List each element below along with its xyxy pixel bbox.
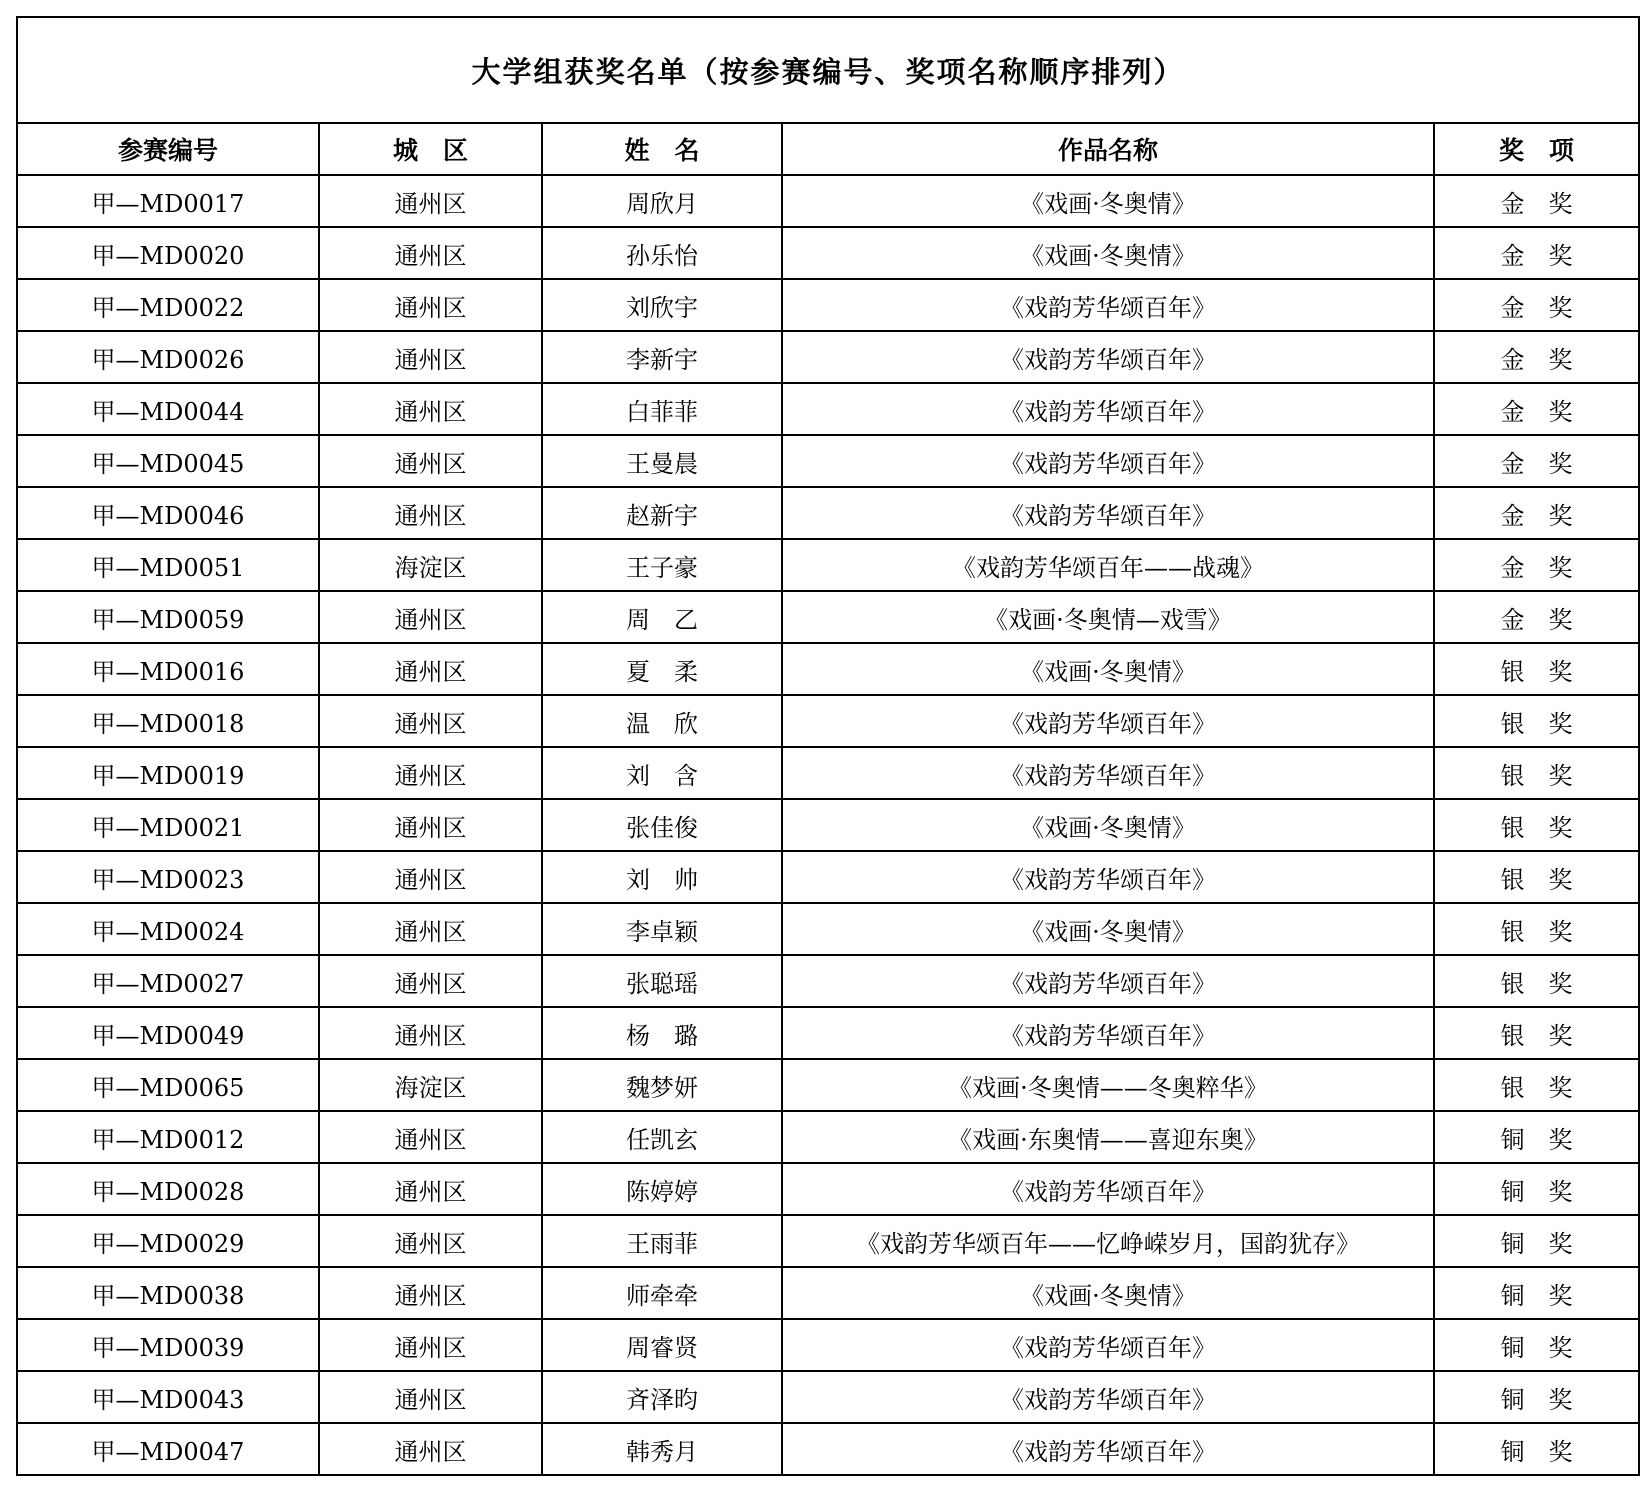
cell-name: 夏 柔 [542,643,782,695]
cell-name: 陈婷婷 [542,1163,782,1215]
cell-id: 甲—MD0045 [17,435,319,487]
cell-name: 王子豪 [542,539,782,591]
cell-work: 《戏韵芳华颂百年》 [782,279,1434,331]
table-row [17,851,1639,903]
cell-id: 甲—MD0021 [17,799,319,851]
cell-work: 《戏画·冬奥情》 [782,1267,1434,1319]
column-header-work: 作品名称 [782,123,1434,175]
cell-name: 周欣月 [542,175,782,227]
cell-district: 通州区 [319,747,542,799]
cell-work: 《戏画·冬奥情——冬奥粹华》 [782,1059,1434,1111]
table-row [17,799,1639,851]
cell-work: 《戏韵芳华颂百年》 [782,1319,1434,1371]
table-row [17,1059,1639,1111]
cell-id: 甲—MD0039 [17,1319,319,1371]
cell-work: 《戏画·东奥情——喜迎东奥》 [782,1111,1434,1163]
cell-work: 《戏画·冬奥情》 [782,643,1434,695]
cell-award: 银 奖 [1434,851,1639,903]
cell-award: 金 奖 [1434,175,1639,227]
cell-district: 通州区 [319,331,542,383]
cell-name: 白菲菲 [542,383,782,435]
cell-work: 《戏韵芳华颂百年》 [782,955,1434,1007]
cell-work: 《戏韵芳华颂百年——忆峥嵘岁月，国韵犹存》 [782,1215,1434,1267]
cell-district: 通州区 [319,1319,542,1371]
table-row [17,435,1639,487]
cell-award: 银 奖 [1434,1059,1639,1111]
cell-name: 杨 璐 [542,1007,782,1059]
table-row [17,591,1639,643]
cell-award: 金 奖 [1434,331,1639,383]
cell-award: 金 奖 [1434,227,1639,279]
cell-award: 铜 奖 [1434,1215,1639,1267]
cell-award: 铜 奖 [1434,1111,1639,1163]
cell-award: 铜 奖 [1434,1423,1639,1475]
cell-id: 甲—MD0046 [17,487,319,539]
cell-id: 甲—MD0047 [17,1423,319,1475]
cell-id: 甲—MD0022 [17,279,319,331]
cell-id: 甲—MD0038 [17,1267,319,1319]
cell-name: 周睿贤 [542,1319,782,1371]
cell-id: 甲—MD0065 [17,1059,319,1111]
cell-id: 甲—MD0017 [17,175,319,227]
cell-id: 甲—MD0026 [17,331,319,383]
table-row [17,1319,1639,1371]
cell-award: 银 奖 [1434,903,1639,955]
cell-work: 《戏韵芳华颂百年》 [782,695,1434,747]
cell-id: 甲—MD0020 [17,227,319,279]
table-row [17,1007,1639,1059]
cell-work: 《戏画·冬奥情》 [782,799,1434,851]
cell-district: 通州区 [319,435,542,487]
table-row [17,1163,1639,1215]
cell-name: 刘欣宇 [542,279,782,331]
cell-district: 通州区 [319,227,542,279]
cell-district: 通州区 [319,695,542,747]
cell-name: 韩秀月 [542,1423,782,1475]
cell-work: 《戏韵芳华颂百年》 [782,747,1434,799]
cell-work: 《戏韵芳华颂百年》 [782,383,1434,435]
cell-award: 铜 奖 [1434,1163,1639,1215]
cell-work: 《戏韵芳华颂百年》 [782,1163,1434,1215]
table-row [17,695,1639,747]
table-row [17,1423,1639,1475]
table-row [17,747,1639,799]
cell-district: 通州区 [319,1423,542,1475]
cell-id: 甲—MD0051 [17,539,319,591]
cell-id: 甲—MD0049 [17,1007,319,1059]
cell-work: 《戏韵芳华颂百年》 [782,487,1434,539]
cell-work: 《戏画·冬奥情》 [782,227,1434,279]
cell-award: 银 奖 [1434,747,1639,799]
cell-name: 赵新宇 [542,487,782,539]
cell-name: 李卓颖 [542,903,782,955]
cell-award: 金 奖 [1434,383,1639,435]
cell-id: 甲—MD0019 [17,747,319,799]
table-title: 大学组获奖名单（按参赛编号、奖项名称顺序排列） [17,17,1639,123]
table-row [17,227,1639,279]
cell-work: 《戏韵芳华颂百年》 [782,1007,1434,1059]
cell-name: 斉泽昀 [542,1371,782,1423]
table-row [17,1371,1639,1423]
cell-name: 任凯玄 [542,1111,782,1163]
cell-name: 李新宇 [542,331,782,383]
cell-name: 温 欣 [542,695,782,747]
cell-name: 张佳俊 [542,799,782,851]
cell-work: 《戏画·冬奥情》 [782,175,1434,227]
cell-award: 金 奖 [1434,591,1639,643]
table-row [17,1267,1639,1319]
cell-district: 海淀区 [319,539,542,591]
cell-district: 通州区 [319,591,542,643]
cell-district: 通州区 [319,851,542,903]
cell-name: 师牵牵 [542,1267,782,1319]
cell-district: 通州区 [319,383,542,435]
table-row [17,903,1639,955]
cell-award: 铜 奖 [1434,1371,1639,1423]
cell-work: 《戏画·冬奥情》 [782,903,1434,955]
cell-id: 甲—MD0059 [17,591,319,643]
cell-id: 甲—MD0044 [17,383,319,435]
cell-work: 《戏画·冬奥情—戏雪》 [782,591,1434,643]
table-row [17,175,1639,227]
cell-name: 王雨菲 [542,1215,782,1267]
cell-id: 甲—MD0027 [17,955,319,1007]
cell-id: 甲—MD0023 [17,851,319,903]
cell-award: 银 奖 [1434,955,1639,1007]
table-row [17,279,1639,331]
cell-district: 通州区 [319,955,542,1007]
cell-award: 银 奖 [1434,1007,1639,1059]
cell-name: 孙乐怡 [542,227,782,279]
cell-id: 甲—MD0018 [17,695,319,747]
cell-district: 通州区 [319,1267,542,1319]
award-table-body [17,175,1639,1475]
cell-name: 魏梦妍 [542,1059,782,1111]
table-row [17,1111,1639,1163]
table-row [17,1215,1639,1267]
cell-district: 通州区 [319,487,542,539]
table-row [17,643,1639,695]
cell-award: 金 奖 [1434,539,1639,591]
award-table [16,16,1640,1476]
column-header-award: 奖 项 [1434,123,1639,175]
cell-award: 铜 奖 [1434,1267,1639,1319]
cell-name: 张聪瑶 [542,955,782,1007]
cell-work: 《戏韵芳华颂百年》 [782,331,1434,383]
cell-district: 通州区 [319,1111,542,1163]
cell-name: 王曼晨 [542,435,782,487]
table-row [17,539,1639,591]
cell-name: 刘 含 [542,747,782,799]
award-list-sheet [16,16,1638,1476]
cell-award: 铜 奖 [1434,1319,1639,1371]
cell-district: 通州区 [319,903,542,955]
cell-district: 通州区 [319,643,542,695]
cell-award: 银 奖 [1434,643,1639,695]
cell-id: 甲—MD0016 [17,643,319,695]
cell-id: 甲—MD0029 [17,1215,319,1267]
cell-work: 《戏韵芳华颂百年——战魂》 [782,539,1434,591]
table-row [17,331,1639,383]
cell-district: 通州区 [319,1215,542,1267]
cell-district: 通州区 [319,1007,542,1059]
cell-id: 甲—MD0043 [17,1371,319,1423]
cell-award: 金 奖 [1434,487,1639,539]
cell-award: 金 奖 [1434,435,1639,487]
column-header-id: 参赛编号 [17,123,319,175]
cell-id: 甲—MD0024 [17,903,319,955]
cell-district: 海淀区 [319,1059,542,1111]
table-row [17,487,1639,539]
column-header-name: 姓 名 [542,123,782,175]
cell-work: 《戏韵芳华颂百年》 [782,1423,1434,1475]
cell-id: 甲—MD0012 [17,1111,319,1163]
cell-work: 《戏韵芳华颂百年》 [782,851,1434,903]
cell-work: 《戏韵芳华颂百年》 [782,435,1434,487]
column-header-district: 城 区 [319,123,542,175]
cell-name: 周 乙 [542,591,782,643]
table-row [17,383,1639,435]
cell-award: 金 奖 [1434,279,1639,331]
cell-name: 刘 帅 [542,851,782,903]
cell-district: 通州区 [319,175,542,227]
cell-district: 通州区 [319,1371,542,1423]
cell-award: 银 奖 [1434,695,1639,747]
cell-district: 通州区 [319,1163,542,1215]
cell-work: 《戏韵芳华颂百年》 [782,1371,1434,1423]
column-header-row [17,123,1639,175]
cell-district: 通州区 [319,799,542,851]
cell-award: 银 奖 [1434,799,1639,851]
cell-district: 通州区 [319,279,542,331]
cell-id: 甲—MD0028 [17,1163,319,1215]
table-row [17,955,1639,1007]
